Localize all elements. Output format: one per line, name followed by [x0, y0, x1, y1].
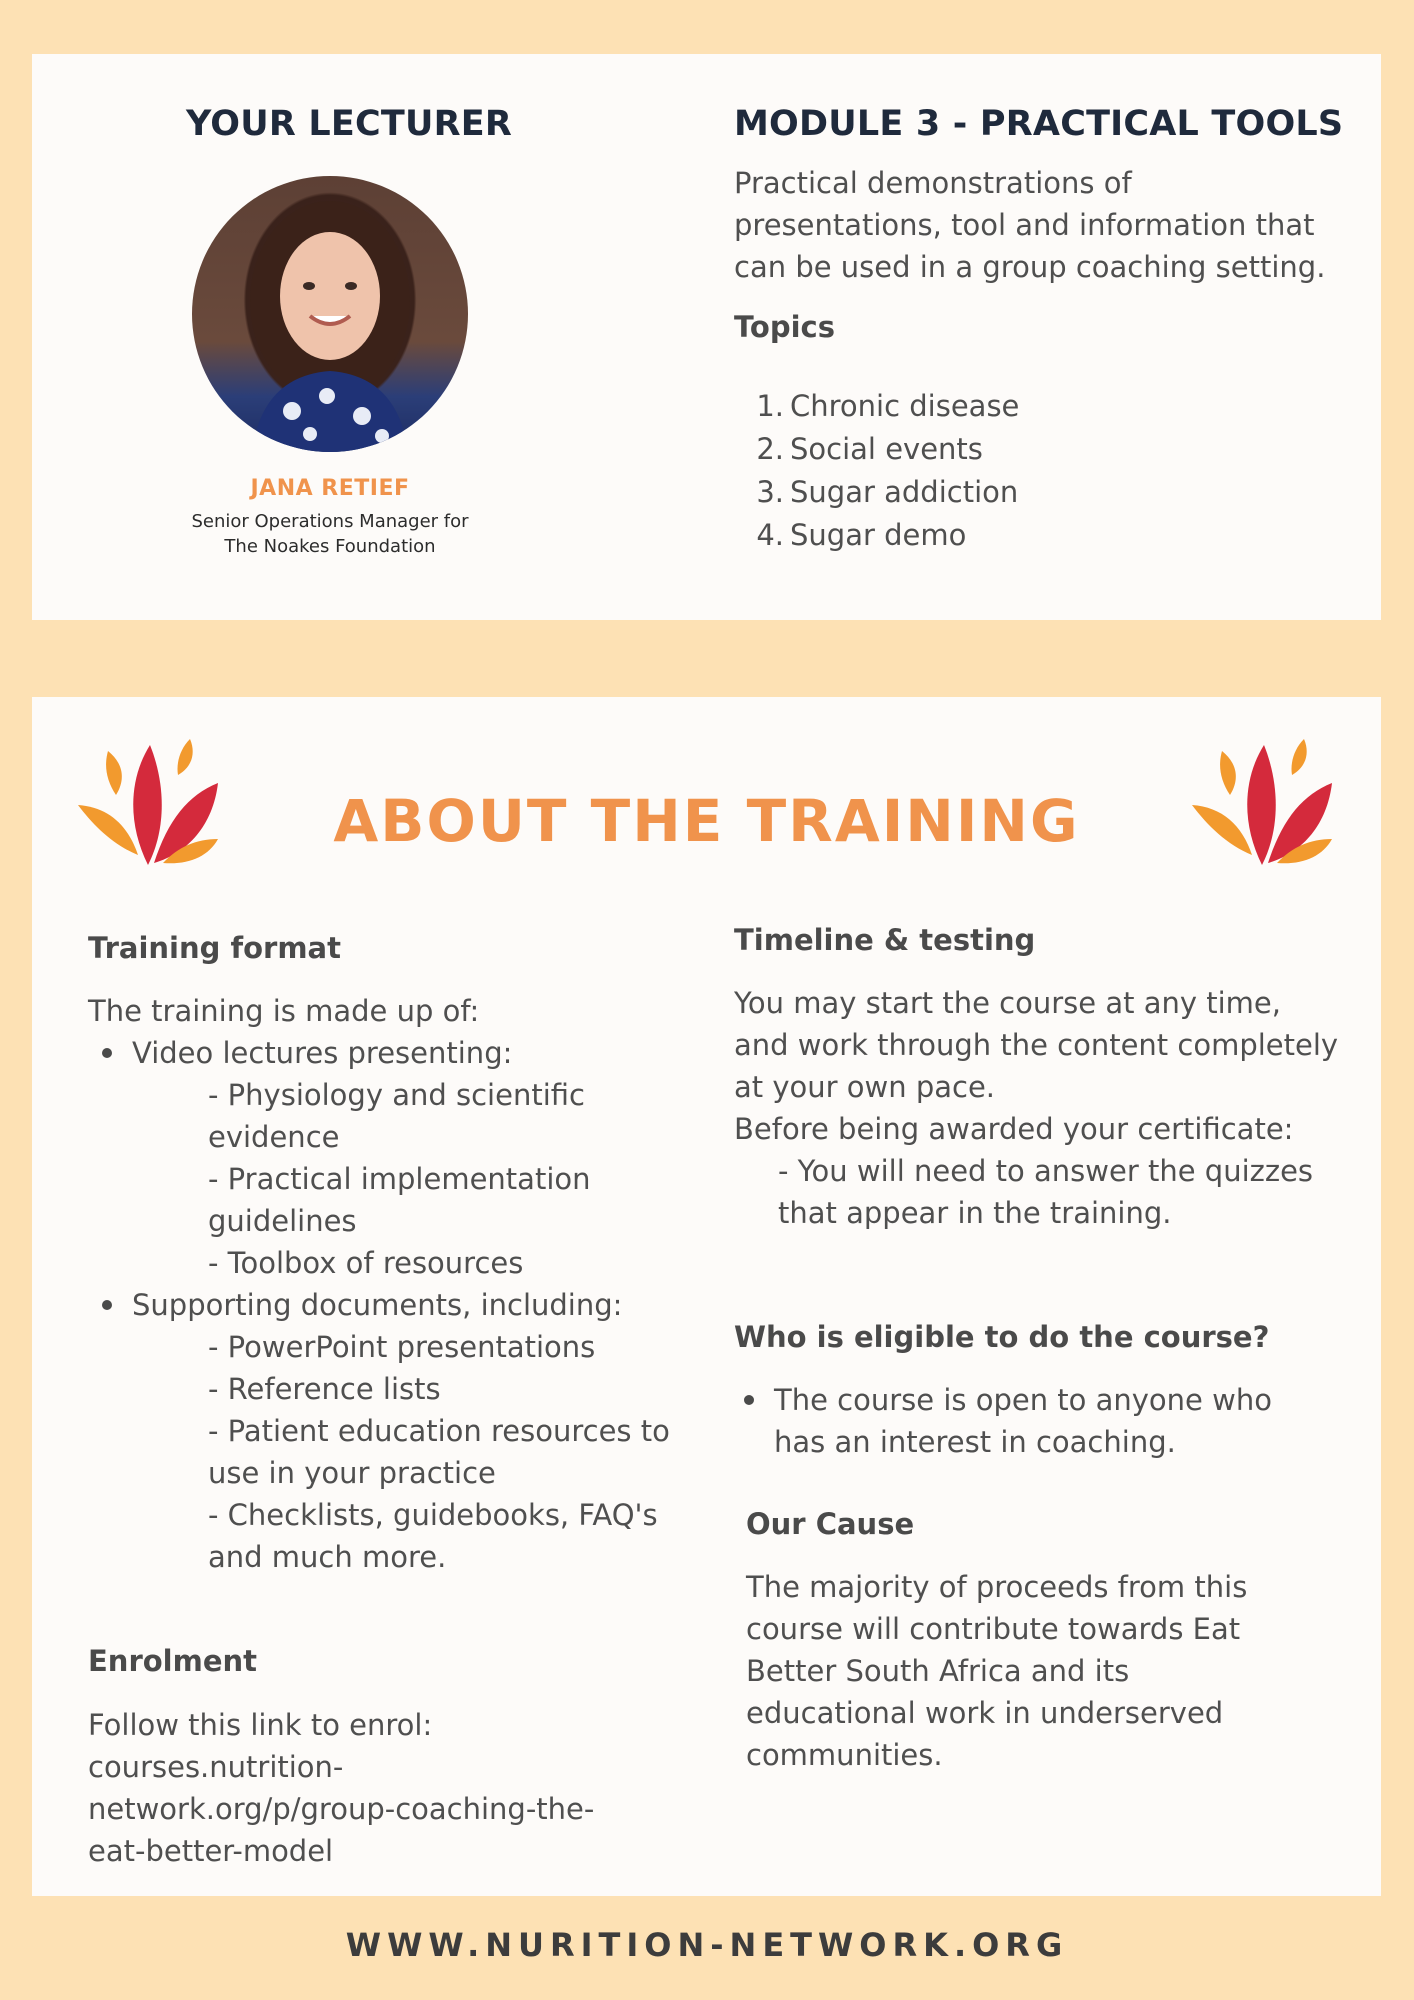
timeline-line: Before being awarded your certificate: — [734, 1112, 1294, 1146]
lecturer-role-line: Senior Operations Manager for — [191, 511, 469, 532]
cause-content — [746, 1566, 1366, 1776]
format-intro: The training is made up of: — [88, 994, 480, 1028]
cause-line: educational work in underserved — [746, 1696, 1224, 1730]
bullet-icon — [102, 1048, 112, 1058]
list-item: Video lectures presenting: — [102, 1032, 688, 1074]
enrol-text: Follow this link to enrol: — [88, 1708, 433, 1742]
enrolment-content — [88, 1704, 688, 1872]
cause-line: Better South Africa and its — [746, 1654, 1130, 1688]
footer-website-link[interactable]: WWW.NURITION-NETWORK.ORG — [345, 1926, 1069, 1964]
enrolment-heading: Enrolment — [88, 1644, 258, 1678]
cause-line: course will contribute towards Eat — [746, 1612, 1241, 1646]
bullet2-sublist — [208, 1326, 688, 1578]
timeline-heading: Timeline & testing — [734, 923, 1036, 957]
topics-heading: Topics — [734, 310, 836, 344]
module-description — [734, 162, 1354, 288]
bullet1-sublist — [208, 1074, 688, 1284]
topics-list — [754, 385, 1019, 557]
timeline-sublist — [778, 1150, 1374, 1234]
timeline-line: at your own pace. — [734, 1070, 996, 1104]
sub-item: evidence — [208, 1120, 340, 1154]
training-format-content — [88, 990, 688, 1578]
sub-item: - Toolbox of resources — [208, 1246, 524, 1280]
lecturer-role-line: The Noakes Foundation — [224, 536, 436, 557]
list-item: 2. Social events — [756, 432, 983, 466]
bullet-icon — [744, 1395, 754, 1405]
cause-line: The majority of proceeds from this — [746, 1570, 1248, 1604]
eligible-content — [744, 1379, 1364, 1463]
sub-item: use in your practice — [208, 1456, 496, 1490]
list-item: 1. Chronic disease — [756, 389, 1020, 423]
sub-item: - Practical implementation — [208, 1162, 591, 1196]
cause-heading: Our Cause — [746, 1507, 915, 1541]
timeline-content — [734, 982, 1374, 1234]
description-line: can be used in a group coaching setting. — [734, 250, 1326, 284]
list-item: 4. Sugar demo — [756, 518, 967, 552]
eligible-heading: Who is eligible to do the course? — [734, 1320, 1270, 1354]
training-format-heading: Training format — [88, 931, 341, 965]
timeline-line: You may start the course at any time, — [734, 986, 1281, 1020]
sub-item: - You will need to answer the quizzes — [778, 1154, 1314, 1188]
sub-item: - Patient education resources to — [208, 1414, 670, 1448]
lecturer-heading: YOUR LECTURER — [186, 104, 513, 144]
list-item: 3. Sugar addiction — [756, 475, 1019, 509]
lecturer-role — [150, 509, 510, 559]
lecturer-module-panel — [32, 54, 1381, 620]
module-heading: MODULE 3 - PRACTICAL TOOLS — [734, 104, 1344, 144]
sub-item: - Physiology and scientific — [208, 1078, 585, 1112]
list-item: The course is open to anyone who has an interest in coaching. — [744, 1379, 1364, 1463]
enrol-link[interactable]: eat-better-model — [88, 1834, 334, 1868]
enrol-link[interactable]: network.org/p/group-coaching-the- — [88, 1792, 595, 1826]
about-title: ABOUT THE TRAINING — [333, 787, 1080, 855]
enrol-link[interactable]: courses.nutrition- — [88, 1750, 344, 1784]
sub-item: guidelines — [208, 1204, 357, 1238]
sub-item: - PowerPoint presentations — [208, 1330, 596, 1364]
lecturer-name: JANA RETIEF — [250, 476, 410, 501]
lecturer-photo — [192, 176, 468, 452]
description-line: Practical demonstrations of — [734, 166, 1132, 200]
sub-item: that appear in the training. — [778, 1196, 1172, 1230]
bullet-icon — [102, 1300, 112, 1310]
about-training-panel — [32, 697, 1381, 1896]
sub-item: and much more. — [208, 1540, 447, 1574]
timeline-line: and work through the content completely — [734, 1028, 1339, 1062]
sub-item: - Checklists, guidebooks, FAQ's — [208, 1498, 658, 1532]
list-item: Supporting documents, including: — [102, 1284, 688, 1326]
description-line: presentations, tool and information that — [734, 208, 1315, 242]
cause-line: communities. — [746, 1738, 943, 1772]
sub-item: - Reference lists — [208, 1372, 441, 1406]
